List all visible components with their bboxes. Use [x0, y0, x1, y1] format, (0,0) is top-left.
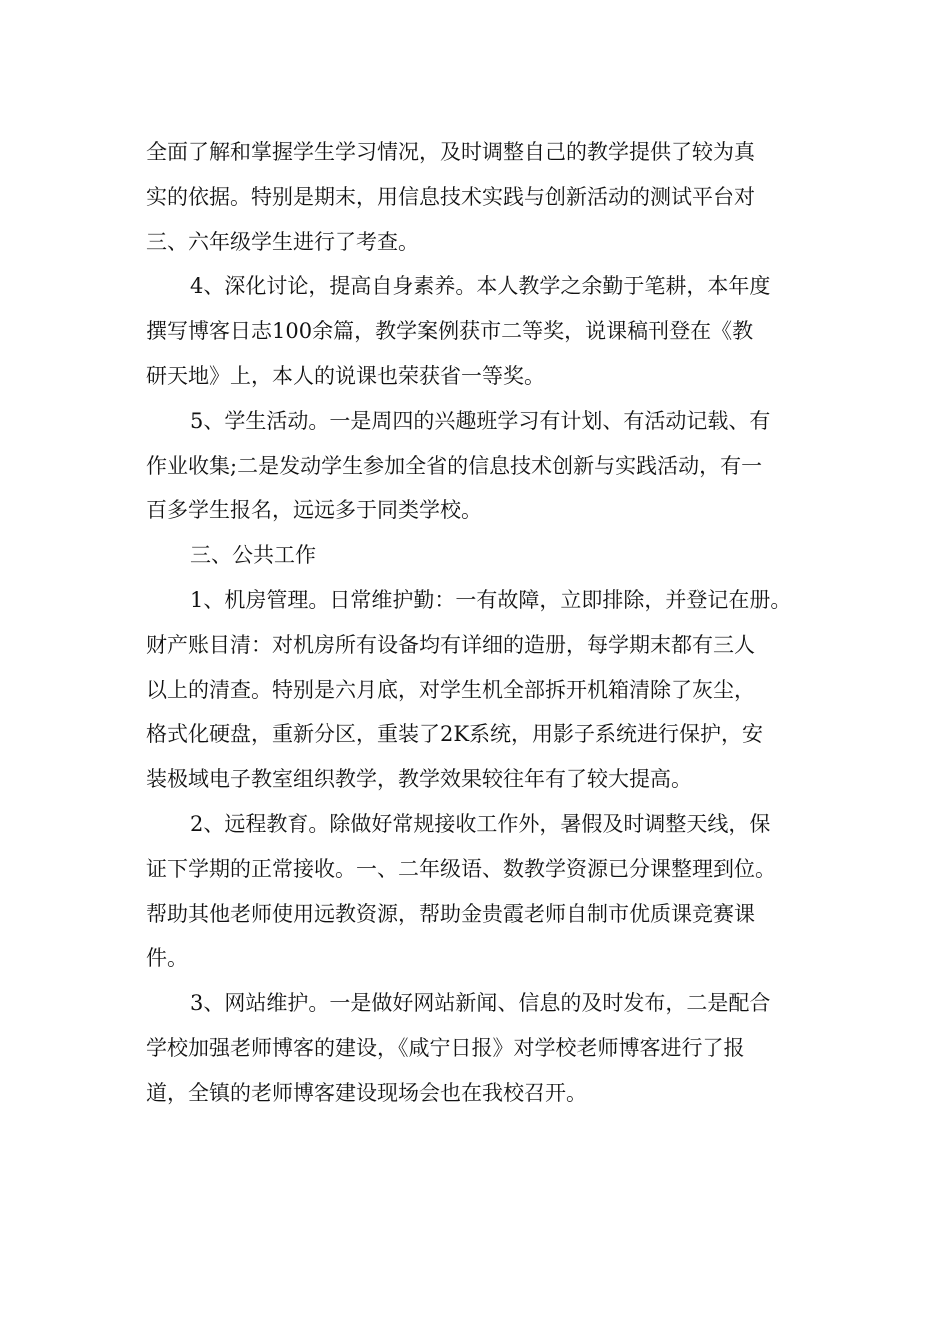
text-line: 1、机房管理。日常维护勤：一有故障，立即排除，并登记在册。: [190, 587, 792, 612]
text-line: 研天地》上，本人的说课也荣获省一等奖。: [146, 363, 545, 388]
text-line: 学校加强老师博客的建设，《咸宁日报》对学校老师博客进行了报: [146, 1035, 745, 1060]
text-line: 道，全镇的老师博客建设现场会也在我校召开。: [146, 1080, 587, 1105]
paragraph-website-maintenance: [146, 981, 818, 1115]
text-line: 撰写博客日志100余篇，教学案例获市二等奖，说课稿刊登在《教: [146, 319, 754, 344]
text-line: 三、六年级学生进行了考查。: [146, 229, 419, 254]
text-line: 全面了解和掌握学生学习情况，及时调整自己的教学提供了较为真: [146, 140, 755, 164]
text-line: 以上的清查。特别是六月底，对学生机全部拆开机箱清除了灰尘，: [146, 677, 755, 702]
section-heading-public-work: [146, 533, 818, 578]
text-line: 百多学生报名，远远多于同类学校。: [146, 498, 482, 523]
text-line: 格式化硬盘，重新分区，重装了2K系统，用影子系统进行保护，安: [146, 722, 764, 747]
text-line: 作业收集;二是发动学生参加全省的信息技术创新与实践活动，有一: [146, 453, 763, 478]
text-line: 证下学期的正常接收。一、二年级语、数教学资源已分课整理到位。: [146, 856, 776, 881]
text-line: 5、学生活动。一是周四的兴趣班学习有计划、有活动记载、有: [190, 408, 771, 433]
text-line: 财产账目清：对机房所有设备均有详细的造册，每学期末都有三人: [146, 632, 755, 657]
paragraph-self-improvement: [146, 264, 818, 398]
text-line: 件。: [146, 946, 188, 971]
text-line: 帮助其他老师使用远教资源，帮助金贵霞老师自制市优质课竞赛课: [146, 901, 755, 926]
text-line: 3、网站维护。一是做好网站新闻、信息的及时发布，二是配合: [190, 991, 771, 1016]
text-line: 4、深化讨论，提高自身素养。本人教学之余勤于笔耕，本年度: [190, 274, 771, 299]
text-line: 2、远程教育。除做好常规接收工作外，暑假及时调整天线，保: [190, 811, 771, 836]
section-heading: 三、公共工作: [190, 543, 316, 568]
paragraph-learning-situation: [146, 130, 818, 264]
document-body: [146, 130, 818, 1116]
paragraph-student-activities: [146, 399, 818, 533]
paragraph-computer-room: [146, 578, 818, 802]
paragraph-remote-education: [146, 802, 818, 981]
text-line: 实的依据。特别是期末，用信息技术实践与创新活动的测试平台对: [146, 184, 755, 209]
text-line: 装极域电子教室组织教学，教学效果较往年有了较大提高。: [146, 767, 692, 792]
